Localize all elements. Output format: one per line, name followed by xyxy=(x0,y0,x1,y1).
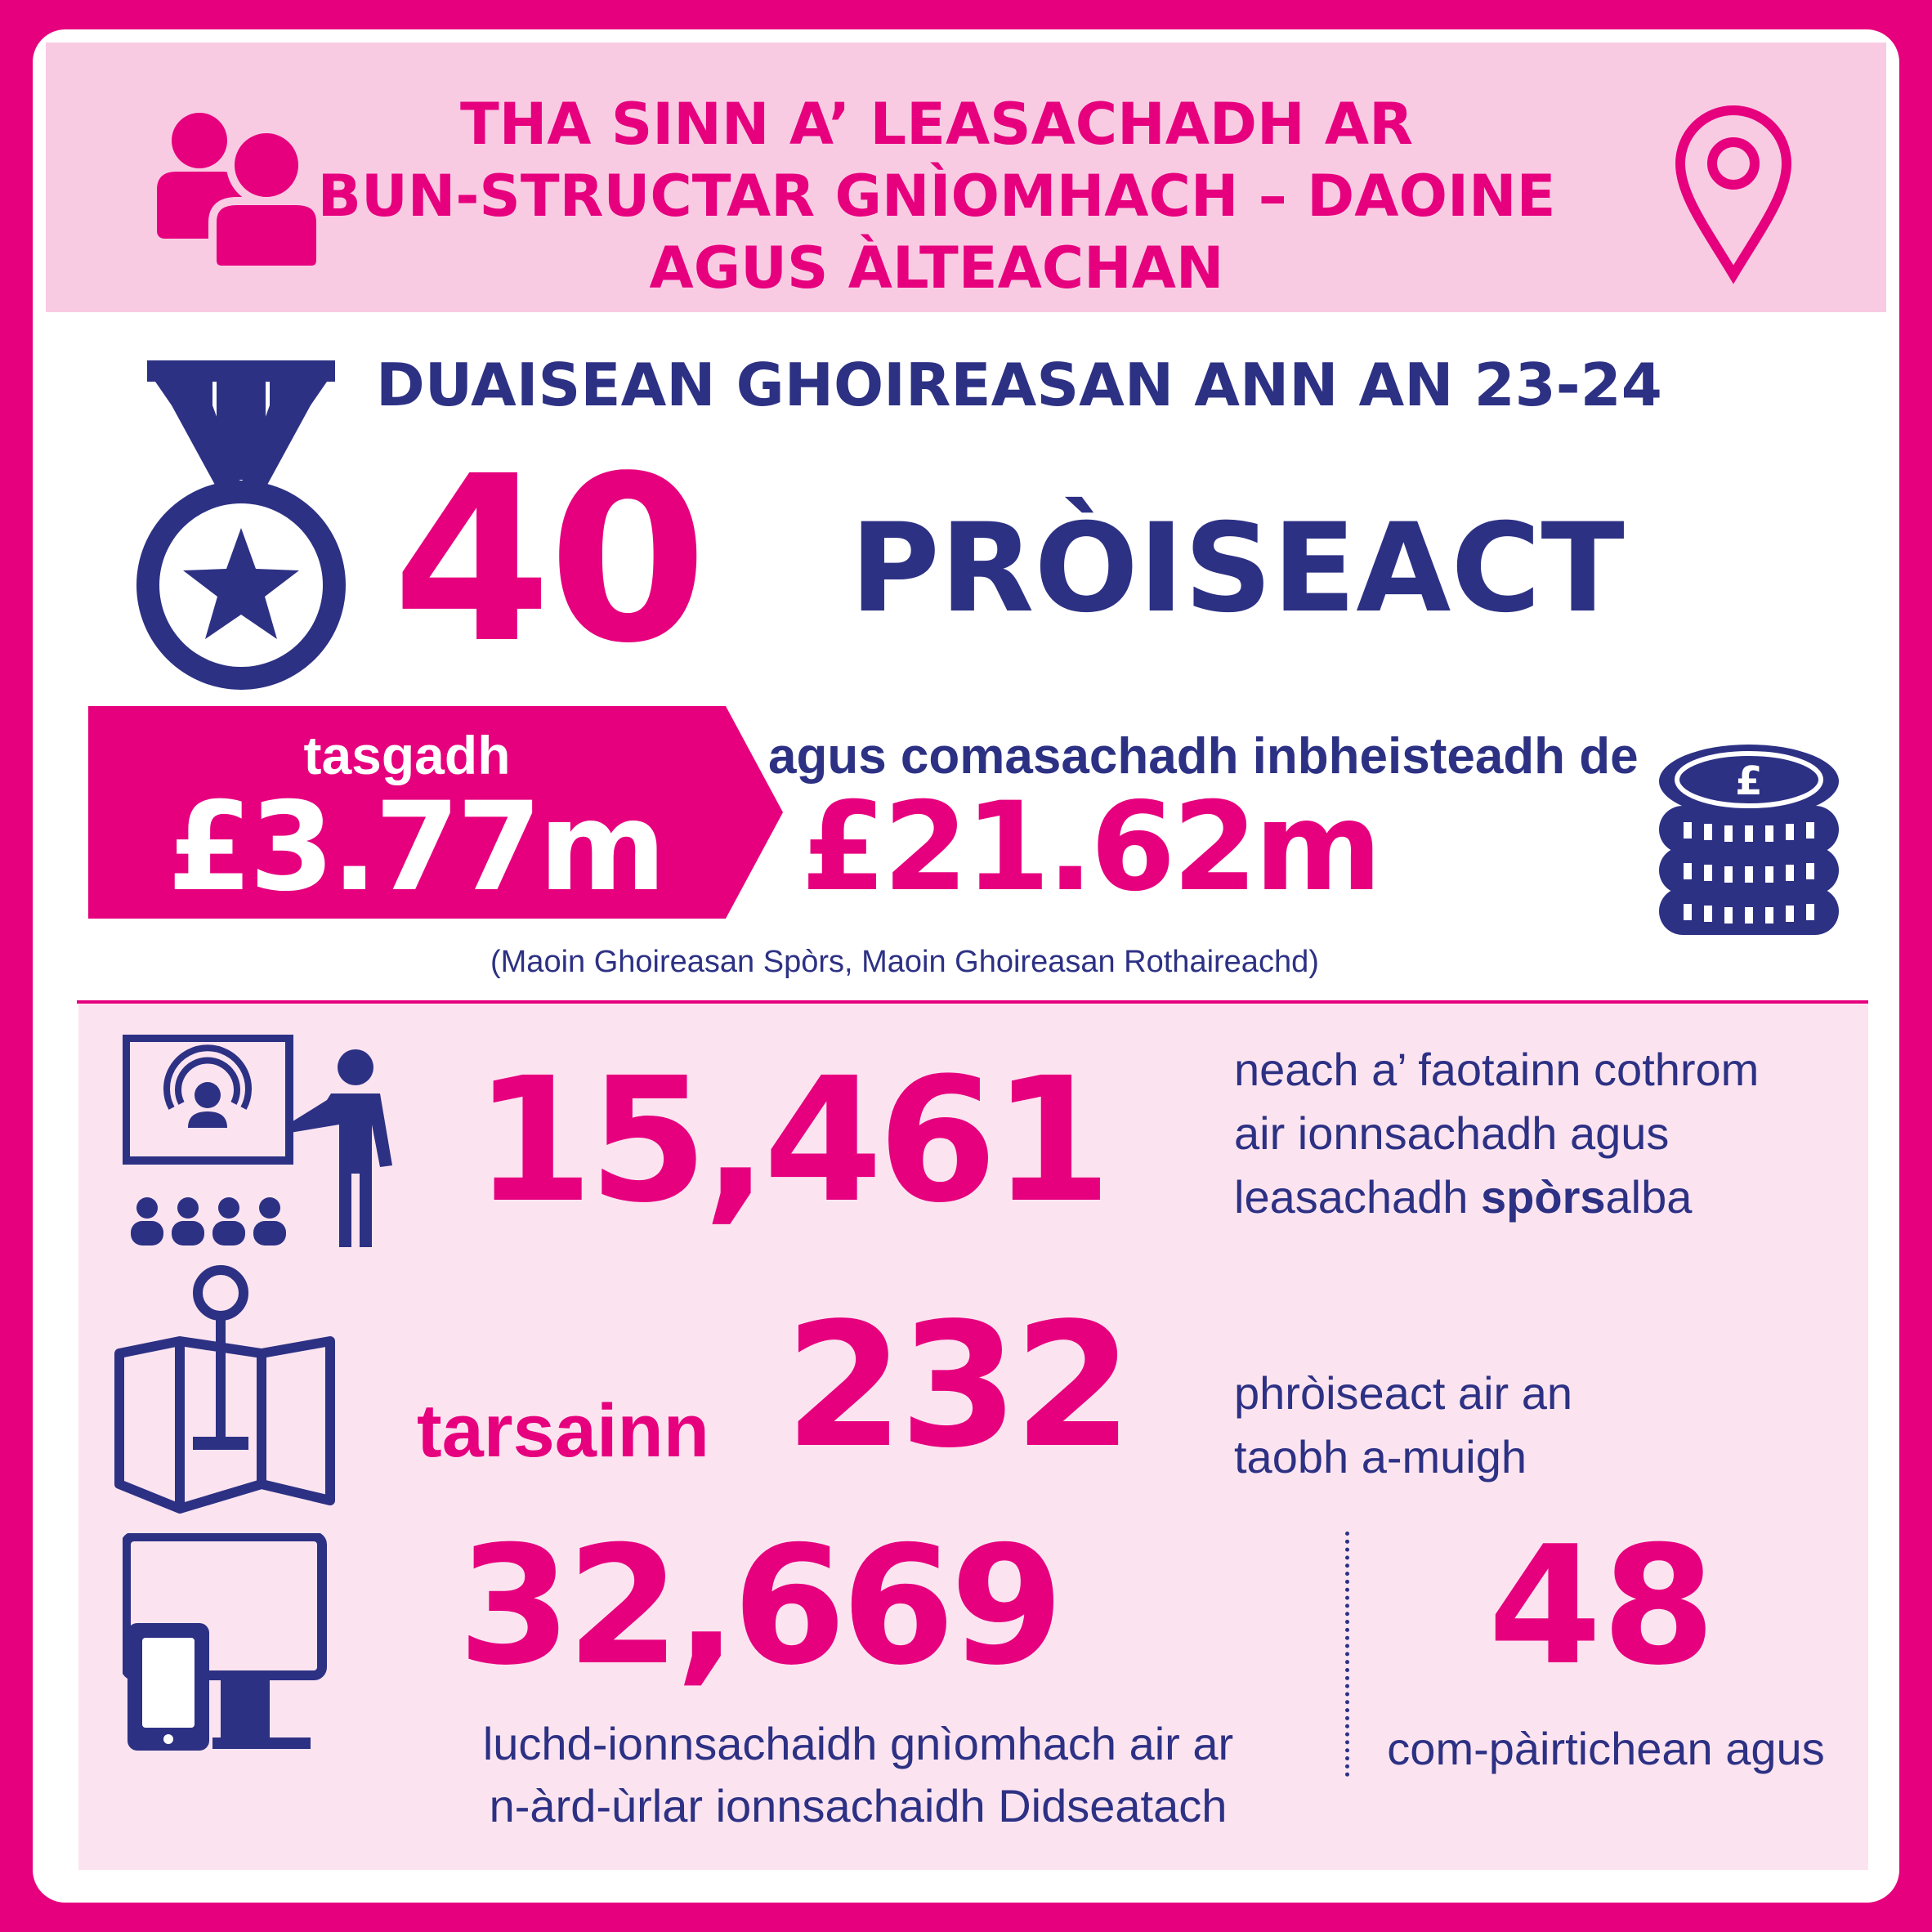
outdoor-projects-count: 232 xyxy=(785,1286,1129,1486)
enabled-investment-label: agus comasachadh inbheisteadh de xyxy=(768,728,1639,785)
svg-text:£: £ xyxy=(1735,758,1763,804)
project-count: 40 xyxy=(392,427,704,694)
learners-count: 15,461 xyxy=(474,1040,1107,1241)
location-pin-icon xyxy=(1672,105,1795,284)
digital-learners-count: 32,669 xyxy=(458,1511,1059,1702)
infographic-card xyxy=(33,29,1899,1903)
teaching-icon xyxy=(123,1035,425,1255)
partners-count: 48 xyxy=(1487,1511,1716,1702)
digital-learners-description: luchd-ionnsachaidh gnìomhach air ar n-àrd-ùrlar ionnsachaidh Didseatach xyxy=(482,1718,1234,1831)
learners-description: neach a’ faotainn cothrom air ionnsachadh agus leasachadh spòrsalba xyxy=(1234,1044,1760,1223)
dotted-divider xyxy=(1345,1532,1349,1777)
funding-footnote: (Maoin Ghoireasan Spòrs, Maoin Ghoireasan Rothaireachd) xyxy=(490,945,1319,979)
investment-label: tasgadh xyxy=(303,725,511,785)
awards-title: DUAISEAN GHOIREASAN ANN AN 23-24 xyxy=(376,351,1662,419)
header-banner xyxy=(46,42,1886,312)
enabled-investment-amount: £21.62m xyxy=(801,776,1380,919)
coins-icon xyxy=(1651,740,1847,945)
header-title: THA SINN A’ LEASACHADH AR BUN-STRUCTAR GNÌOMHACH – DAOINE AGUS ÀLTEACHAN xyxy=(317,91,1556,302)
medal-icon xyxy=(123,356,360,700)
investment-amount: £3.77m xyxy=(167,776,664,919)
outdoor-projects-description: phròiseact air an taobh a-muigh xyxy=(1234,1367,1573,1483)
partners-description: com-pàirtichean agus xyxy=(1387,1723,1825,1774)
map-pin-icon xyxy=(114,1263,335,1517)
outdoor-prefix: tarsainn xyxy=(417,1389,709,1473)
project-count-label: PRÒISEACT xyxy=(850,498,1625,640)
devices-icon xyxy=(123,1533,360,1754)
